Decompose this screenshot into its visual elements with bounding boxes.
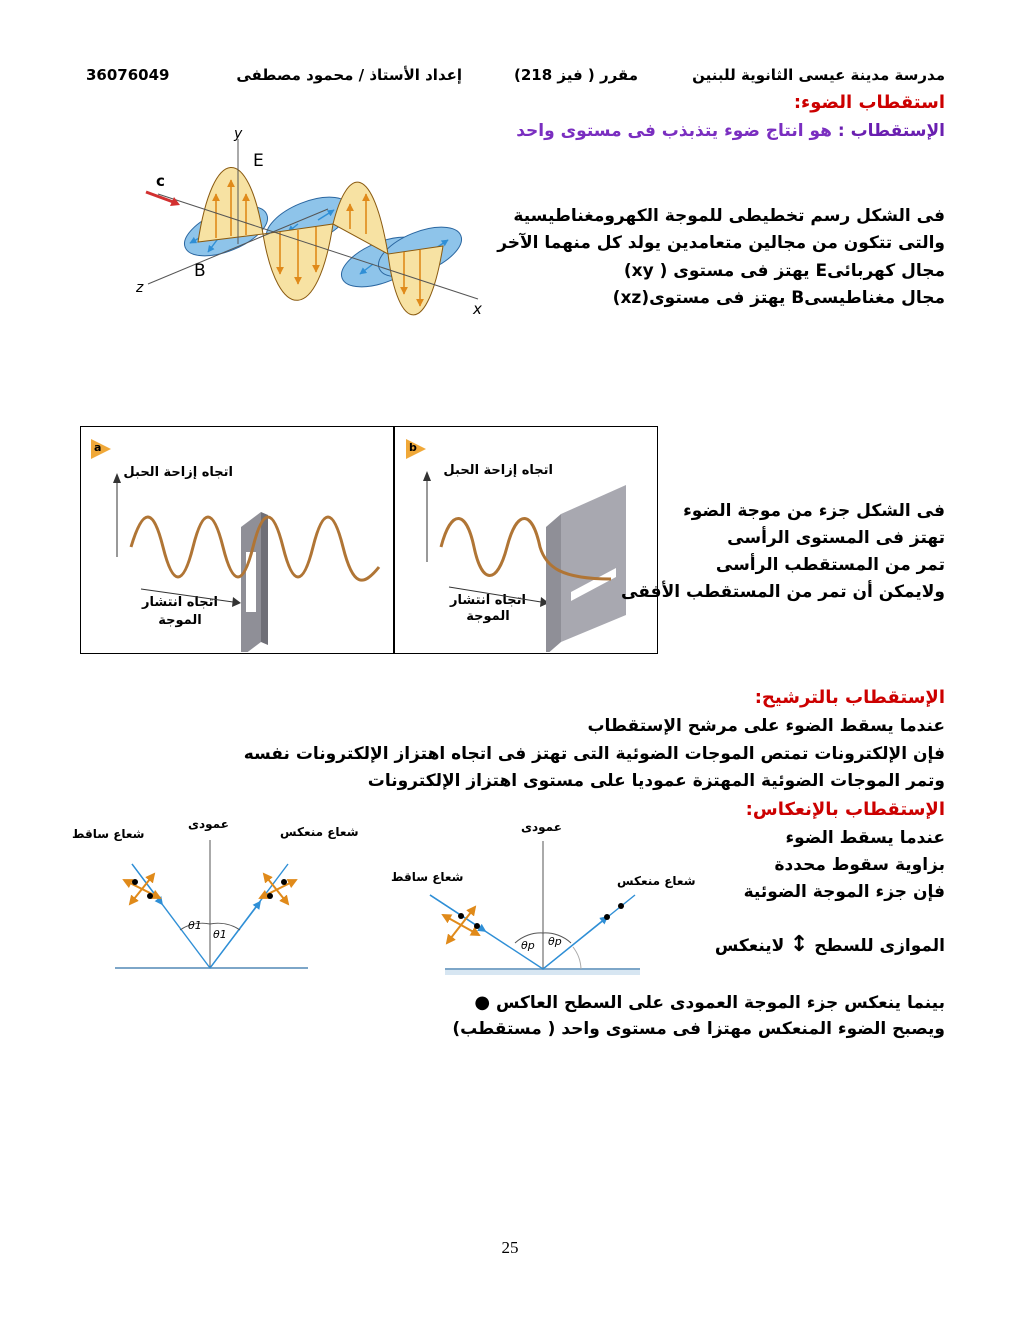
page-number: 25	[501, 1238, 519, 1257]
end-line-1-text: بينما ينعكس جزء الموجة العمودى على السطح العاكس	[496, 993, 945, 1013]
fig-right-incident: شعاع ساقط	[391, 870, 464, 884]
em-wave-figure	[128, 124, 498, 339]
em-line-1: فى الشكل رسم تخطيطى للموجة الكهرومغناطيسية	[513, 206, 945, 226]
panel-a-rope-label: اتجاه إزاحة الحبل	[123, 465, 233, 480]
badge-b: b	[409, 441, 417, 454]
reflection-end-line-2: ويصبح الضوء المنعكس مهتزا فى مستوى واحد ( مستقطب)	[452, 1019, 945, 1039]
rope-line-1: فى الشكل جزء من موجة الضوء	[683, 501, 945, 521]
parallel-left-text: الموازى للسطح	[814, 936, 945, 956]
em-line-2: والتى تتكون من مجالين متعامدين يولد كل منهما الآخر	[497, 233, 945, 253]
reflection-figure-left	[70, 812, 370, 977]
rope-line-2: تهتز فى المستوى الرأسى	[727, 528, 945, 548]
rope-line-3: تمر من المستقطب الرأسى	[715, 555, 945, 575]
panel-b-drawing	[411, 467, 656, 652]
fig-right-reflected: شعاع منعكس	[617, 874, 696, 888]
vertical-double-arrow-icon: ↕	[789, 932, 809, 957]
fig-left-reflected: شعاع منعكس	[280, 825, 359, 839]
panel-b-prop-label-1: اتجاه انتشار	[449, 593, 527, 608]
fig-right-angle-2: θp	[548, 935, 562, 948]
reflection-line-2: بزاوية سقوط محددة	[774, 855, 945, 875]
filter-line-1: عندما يسقط الضوء على مرشح الإستقطاب	[587, 716, 945, 736]
label-b: B	[194, 261, 206, 281]
rope-figure-box	[80, 426, 658, 654]
header-code: 36076049	[86, 66, 170, 84]
filter-line-2: فإن الإلكترونات تمتص الموجات الضوئية التى تهتز فى اتجاه اهتزاز الإلكترونات نفسه	[243, 744, 945, 764]
definition-term: الإستقطاب :	[837, 121, 945, 141]
parallel-line	[714, 932, 945, 957]
panel-a-drawing	[101, 467, 391, 652]
panel-a-prop-label-1: اتجاه انتشار	[141, 595, 219, 610]
reflection-end-line-1	[474, 992, 945, 1013]
header-course: مقرر ( فيز 218)	[513, 66, 638, 84]
reflection-figure-right	[385, 815, 705, 980]
c-arrow	[146, 192, 176, 203]
polarization-title: استقطاب الضوء:	[793, 92, 945, 113]
badge-a: a	[94, 441, 102, 454]
fig-right-angle-1: θp	[521, 939, 535, 952]
panel-a-prop-label-2: الموجة	[158, 613, 202, 628]
label-y: y	[234, 126, 243, 142]
header-author: إعداد الأستاذ / محمود مصطفى	[236, 66, 462, 84]
rope-line-4: ولايمكن أن تمر من المستقطب الأفقى	[621, 582, 945, 602]
panel-divider	[393, 427, 395, 653]
label-c: c	[156, 172, 165, 190]
em-line-4: مجال مغناطيسىB يهتز فى مستوى(xz)	[612, 288, 945, 308]
panel-b-prop-label-2: الموجة	[466, 609, 510, 624]
definition-text: هو انتاج ضوء يتذبذب فى مستوى واحد	[516, 121, 838, 141]
reflection-line-1: عندما يسقط الضوء	[785, 828, 945, 848]
reflection-title: الإستقطاب بالإنعكاس:	[745, 799, 945, 820]
fig-left-normal: عمودى	[188, 817, 229, 831]
fig-left-angle-1: θ1	[188, 919, 202, 932]
label-x: x	[473, 300, 482, 318]
fig-right-normal: عمودى	[521, 820, 562, 834]
filter-title: الإستقطاب بالترشيح:	[754, 687, 945, 708]
label-z: z	[136, 280, 144, 296]
label-e: E	[253, 151, 264, 171]
reflection-line-3: فإن جزء الموجة الضوئية	[743, 882, 945, 902]
em-line-3: مجال كهربائىE يهتز فى مستوى ( xy)	[623, 261, 945, 281]
bullet-icon: ●	[474, 992, 491, 1013]
header-school: مدرسة مدينة عيسى الثانوية للبنين	[692, 66, 945, 84]
panel-b-rope-label: اتجاه إزاحة الحبل	[443, 463, 553, 478]
parallel-right-text: لاينعكس	[714, 936, 785, 956]
filter-line-3: وتمر الموجات الضوئية المهتزة عموديا على مستوى اهتزاز الإلكترونات	[367, 771, 945, 791]
fig-left-incident: شعاع ساقط	[72, 827, 145, 841]
fig-left-angle-2: θ1	[213, 928, 227, 941]
